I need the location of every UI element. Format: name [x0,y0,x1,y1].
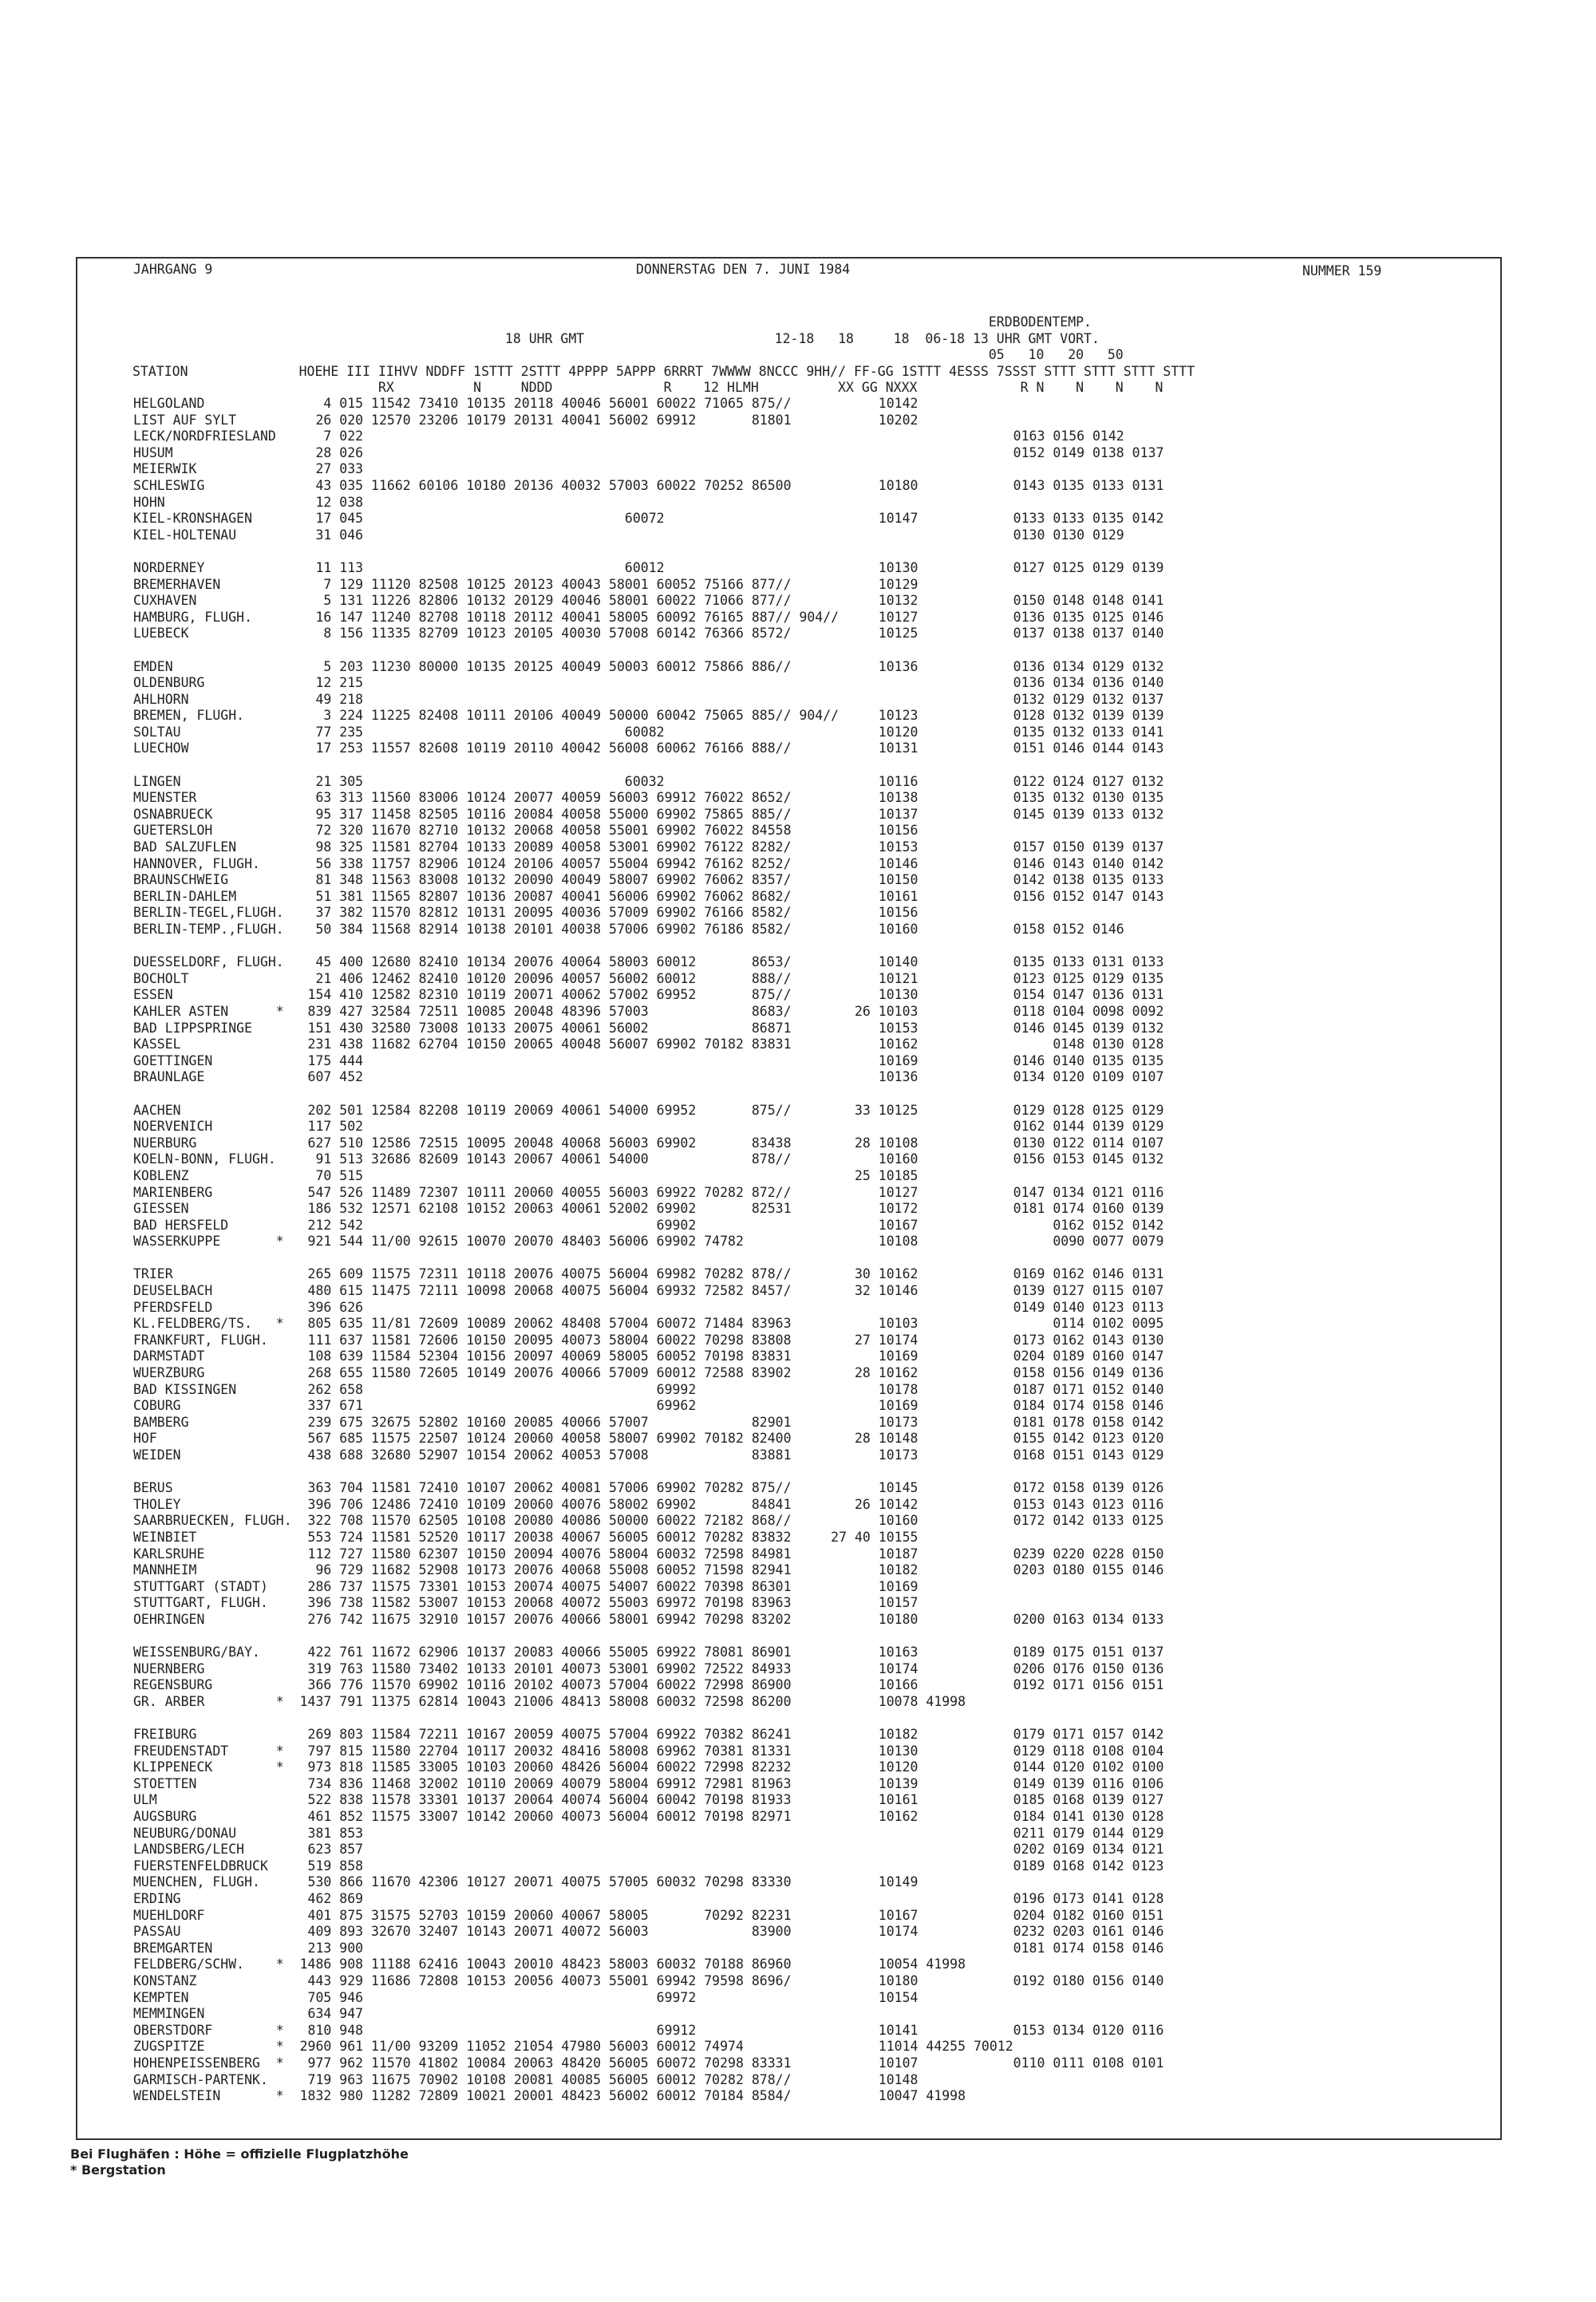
station-row: DEUSELBACH 480 615 11475 72111 10098 20068 40075 56004 69932 72582 8457/ 32 10146 0139 0127 0115 0107 [133,1283,1164,1299]
station-row: KOELN-BONN, FLUGH. 91 513 32686 82609 10143 20067 40061 54000 878// 10160 0156 0153 0145 0132 [133,1151,1164,1167]
station-row: FUERSTENFELDBRUCK 519 858 0189 0168 0142 0123 [133,1858,1164,1874]
station-row: WASSERKUPPE * 921 544 11/00 92615 10070 20070 48403 56006 69902 74782 10108 0090 0077 0079 [133,1234,1164,1250]
station-group [133,774,1490,938]
station-row: MANNHEIM 96 729 11682 52908 10173 20076 40068 55008 60052 71598 82941 10182 0203 0180 0155 0146 [133,1562,1164,1578]
column-header-line: 05 10 20 50 [132,347,1124,362]
station-row: ULM 522 838 11578 33301 10137 20064 40074 56004 60042 70198 81933 10161 0185 0168 0139 0127 [133,1792,1164,1808]
station-row: MUEHLDORF 401 875 31575 52703 10159 20060 40067 58005 70292 82231 10167 0204 0182 0160 0151 [133,1907,1164,1923]
station-row: HOHENPEISSENBERG * 977 962 11570 41802 10084 20063 48420 56005 60072 70298 83331 10107 0110 0111 0108 0101 [133,2055,1164,2071]
station-row: WEISSENBURG/BAY. 422 761 11672 62906 10137 20083 40066 55005 69922 78081 86901 10163 0189 0175 0151 0137 [133,1645,1164,1660]
station-row: BERLIN-TEGEL,FLUGH. 37 382 11570 82812 10131 20095 40036 57009 69902 76166 8582/ 10156 [133,905,918,921]
station-row: GIESSEN 186 532 12571 62108 10152 20063 40061 52002 69902 82531 10172 0181 0174 0160 0139 [133,1201,1164,1217]
column-header-line: STATION HOEHE III IIHVV NDDFF 1STTT 2STTT 4PPPP 5APPP 6RRRT 7WWWW 8NCCC 9HH// FF-GG 1STTT 4ESSS 7SSST STTT STTT STTT STTT [132,363,1195,379]
station-row: NORDERNEY 11 113 60012 10130 0127 0125 0129 0139 [133,559,1164,575]
station-row: TRIER 265 609 11575 72311 10118 20076 40075 56004 69982 70282 878// 30 10162 0169 0162 0146 0131 [133,1266,1164,1282]
station-row: SOLTAU 77 235 60082 10120 0135 0132 0133 0141 [133,724,1164,740]
station-row: MARIENBERG 547 526 11489 72307 10111 20060 40055 56003 69922 70282 872// 10127 0147 0134 0121 0116 [133,1184,1164,1200]
station-row: KIEL-HOLTENAU 31 046 0130 0130 0129 [133,527,1124,543]
column-header [132,314,1195,397]
station-row: HAMBURG, FLUGH. 16 147 11240 82708 10118 20112 40041 58005 60092 76165 887// 904// 10127 0136 0135 0125 0146 [133,609,1164,625]
station-row: OBERSTDORF * 810 948 69912 10141 0153 0134 0120 0116 [133,2022,1164,2038]
station-row: NOERVENICH 117 502 0162 0144 0139 0129 [133,1119,1164,1135]
station-row: HOHN 12 038 [133,494,364,510]
station-group [133,1645,1490,1710]
station-row: BERLIN-DAHLEM 51 381 11565 82807 10136 20087 40041 56006 69902 76062 8682/ 10161 0156 0152 0147 0143 [133,888,1164,904]
station-row: ESSEN 154 410 12582 82310 10119 20071 40062 57002 69952 875// 10130 0154 0147 0136 0131 [133,987,1164,1003]
station-row: FREIBURG 269 803 11584 72211 10167 20059 40075 57004 69922 70382 86241 10182 0179 0171 0157 0142 [133,1727,1164,1743]
station-row: KLIPPENECK * 973 818 11585 33005 10103 20060 48426 56004 60022 72998 82232 10120 0144 0120 0102 0100 [133,1759,1164,1775]
station-row: FELDBERG/SCHW. * 1486 908 11188 62416 10043 20010 48423 58003 60032 70188 86960 10054 41998 [133,1957,966,1972]
station-row: BAMBERG 239 675 32675 52802 10160 20085 40066 57007 82901 10173 0181 0178 0158 0142 [133,1414,1164,1430]
station-group [133,659,1490,758]
report-number: NUMMER 159 [1302,263,1382,278]
station-row: HANNOVER, FLUGH. 56 338 11757 82906 10124 20106 40057 55004 69942 76162 8252/ 10146 0146 0143 0140 0142 [133,855,1164,871]
station-row: LECK/NORDFRIESLAND 7 022 0163 0156 0142 [133,428,1124,444]
station-row: COBURG 337 671 69962 10169 0184 0174 0158 0146 [133,1398,1164,1414]
station-row: BAD KISSINGEN 262 658 69992 10178 0187 0171 0152 0140 [133,1381,1164,1397]
station-row: BOCHOLT 21 406 12462 82410 10120 20096 40057 56002 60012 888// 10121 0123 0125 0129 0135 [133,970,1164,986]
station-row: KOBLENZ 70 515 25 10185 [133,1167,918,1183]
station-row: HELGOLAND 4 015 11542 73410 10135 20118 40046 56001 60022 71065 875// 10142 [133,396,918,411]
station-row: ERDING 462 869 0196 0173 0141 0128 [133,1891,1164,1907]
station-row: THOLEY 396 706 12486 72410 10109 20060 40076 58002 69902 84841 26 10142 0153 0143 0123 0116 [133,1496,1164,1512]
station-row: NEUBURG/DONAU 381 853 0211 0179 0144 0129 [133,1825,1164,1841]
station-row: KL.FELDBERG/TS. * 805 635 11/81 72609 10089 20062 48408 57004 60072 71484 83963 10103 0114 0102 0095 [133,1316,1164,1332]
station-row: FRANKFURT, FLUGH. 111 637 11581 72606 10150 20095 40073 58004 60022 70298 83808 27 10174 0173 0162 0143 0130 [133,1332,1164,1348]
station-row: WENDELSTEIN * 1832 980 11282 72809 10021 20001 48423 56002 60012 70184 8584/ 10047 41998 [133,2088,966,2104]
station-group [133,560,1490,642]
footnotes [70,2146,409,2178]
station-row: GARMISCH-PARTENK. 719 963 11675 70902 10108 20081 40085 56005 60012 70282 878// 10148 [133,2071,918,2087]
station-row: FREUDENSTADT * 797 815 11580 22704 10117 20032 48416 58008 69962 70381 81331 10130 0129 0118 0108 0104 [133,1743,1164,1759]
station-row: EMDEN 5 203 11230 80000 10135 20125 40049 50003 60012 75866 886// 10136 0136 0134 0129 0132 [133,658,1164,674]
jahrgang-label: JAHRGANG 9 [133,262,213,277]
station-row: NUERNBERG 319 763 11580 73402 10133 20101 40073 53001 69902 72522 84933 10174 0206 0176 0150 0136 [133,1660,1164,1676]
weather-report-sheet [76,257,1502,2140]
station-row: BAD LIPPSPRINGE 151 430 32580 73008 10133 20075 40061 56002 86871 10153 0146 0145 0139 0132 [133,1020,1164,1036]
column-header-line: 18 UHR GMT 12-18 18 18 06-18 13 UHR GMT VORT. [132,330,1100,346]
station-row: AHLHORN 49 218 0132 0129 0132 0137 [133,691,1164,707]
station-row: PFERDSFELD 396 626 0149 0140 0123 0113 [133,1299,1164,1315]
station-row: BRAUNSCHWEIG 81 348 11563 83008 10132 20090 40049 58007 69902 76062 8357/ 10150 0142 0138 0135 0133 [133,872,1164,888]
station-row: BREMEN, FLUGH. 3 224 11225 82408 10111 20106 40049 50000 60042 75065 885// 904// 10123 0128 0132 0139 0139 [133,708,1164,724]
station-row: ZUGSPITZE * 2960 961 11/00 93209 11052 21054 47980 56003 60012 74974 11014 44255 70012 [133,2039,1013,2055]
station-row: STUTTGART, FLUGH. 396 738 11582 53007 10153 20068 40072 55003 69972 70198 83963 10157 [133,1595,918,1611]
station-row: BRAUNLAGE 607 452 10136 0134 0120 0109 0107 [133,1069,1164,1085]
station-group [133,396,1490,543]
station-row: KONSTANZ 443 929 11686 72808 10153 20056 40073 55001 69942 79598 8696/ 10180 0192 0180 0156 0140 [133,1973,1164,1988]
station-row: LUECHOW 17 253 11557 82608 10119 20110 40042 56008 60062 76166 888// 10131 0151 0146 0144 0143 [133,740,1164,756]
footnote-airport-elevation: Bei Flughäfen : Höhe = offizielle Flugplatzhöhe [70,2146,409,2162]
station-row: OEHRINGEN 276 742 11675 32910 10157 20076 40066 58001 69942 70298 83202 10180 0200 0163 0134 0133 [133,1611,1164,1627]
station-row: OLDENBURG 12 215 0136 0134 0136 0140 [133,675,1164,691]
station-row: DUESSELDORF, FLUGH. 45 400 12680 82410 10134 20076 40064 58003 60012 8653/ 10140 0135 0133 0131 0133 [133,954,1164,970]
station-row: MEMMINGEN 634 947 [133,2006,364,2022]
station-row: LANDSBERG/LECH 623 857 0202 0169 0134 0121 [133,1842,1164,1858]
station-row: STOETTEN 734 836 11468 32002 10110 20069 40079 58004 69912 72981 81963 10139 0149 0139 0116 0106 [133,1775,1164,1791]
station-row: LINGEN 21 305 60032 10116 0122 0124 0127 0132 [133,773,1164,789]
station-row: KASSEL 231 438 11682 62704 10150 20065 40048 56007 69902 70182 83831 10162 0148 0130 0128 [133,1036,1164,1052]
station-row: BREMGARTEN 213 900 0181 0174 0158 0146 [133,1940,1164,1956]
station-row: GR. ARBER * 1437 791 11375 62814 10043 21006 48413 58008 60032 72598 86200 10078 41998 [133,1693,966,1709]
station-row: WEIDEN 438 688 32680 52907 10154 20062 40053 57008 83881 10173 0168 0151 0143 0129 [133,1447,1164,1463]
station-group [133,1266,1490,1463]
station-row: GUETERSLOH 72 320 11670 82710 10132 20068 40058 55001 69902 76022 84558 10156 [133,823,918,839]
station-row: WEINBIET 553 724 11581 52520 10117 20038 40067 56005 60012 70282 83832 27 40 10155 [133,1529,918,1545]
station-row: KAHLER ASTEN * 839 427 32584 72511 10085 20048 48396 57003 8683/ 26 10103 0118 0104 0098 0092 [133,1003,1164,1019]
station-row: SCHLESWIG 43 035 11662 60106 10180 20136 40032 57003 60022 70252 86500 10180 0143 0135 0133 0131 [133,477,1164,493]
station-row: CUXHAVEN 5 131 11226 82806 10132 20129 40046 58001 60022 71066 877// 10132 0150 0148 0148 0141 [133,593,1164,609]
station-row: LUEBECK 8 156 11335 82709 10123 20105 40030 57008 60142 76366 8572/ 10125 0137 0138 0137 0140 [133,626,1164,642]
station-row: GOETTINGEN 175 444 10169 0146 0140 0135 0135 [133,1052,1164,1068]
station-row: KIEL-KRONSHAGEN 17 045 60072 10147 0133 0133 0135 0142 [133,511,1164,527]
station-row: HUSUM 28 026 0152 0149 0138 0137 [133,444,1164,460]
station-row: LIST AUF SYLT 26 020 12570 23206 10179 20131 40041 56002 69912 81801 10202 [133,412,918,428]
column-header-line: ERDBODENTEMP. [132,314,1092,330]
report-date: DONNERSTAG DEN 7. JUNI 1984 [636,262,851,277]
station-row: KARLSRUHE 112 727 11580 62307 10150 20094 40076 58004 60032 72598 84981 10187 0239 0220 0228 0150 [133,1546,1164,1562]
station-group [133,954,1490,1086]
station-row: OSNABRUECK 95 317 11458 82505 10116 20084 40058 55000 69902 75865 885// 10137 0145 0139 0133 0132 [133,806,1164,822]
station-row: MEIERWIK 27 033 [133,461,364,477]
station-row: MUENSTER 63 313 11560 83006 10124 20077 40059 56003 69912 76022 8652/ 10138 0135 0132 0130 0135 [133,790,1164,806]
station-row: BREMERHAVEN 7 129 11120 82508 10125 20123 40043 58001 60052 75166 877// 10129 [133,576,918,592]
station-row: BAD SALZUFLEN 98 325 11581 82704 10133 20089 40058 53001 69902 76122 8282/ 10153 0157 0150 0139 0137 [133,839,1164,855]
station-row: BERLIN-TEMP.,FLUGH. 50 384 11568 82914 10138 20101 40038 57006 69902 76186 8582/ 10160 0158 0152 0146 [133,922,1124,937]
station-row: STUTTGART (STADT) 286 737 11575 73301 10153 20074 40075 54007 60022 70398 86301 10169 [133,1578,918,1594]
station-row: AACHEN 202 501 12584 82208 10119 20069 40061 54000 69952 875// 33 10125 0129 0128 0125 0129 [133,1102,1164,1118]
station-group [133,1727,1490,2105]
station-row: MUENCHEN, FLUGH. 530 866 11670 42306 10127 20071 40075 57005 60032 70298 83330 10149 [133,1874,918,1890]
station-row: REGENSBURG 366 776 11570 69902 10116 20102 40073 57004 60022 72998 86900 10166 0192 0171 0156 0151 [133,1677,1164,1693]
station-row: SAARBRUECKEN, FLUGH. 322 708 11570 62505 10108 20080 40086 50000 60022 72182 868// 10160 0172 0142 0133 0125 [133,1513,1164,1529]
column-header-line: RX N NDDD R 12 HLMH XX GG NXXX R N N N N [132,380,1163,395]
station-table [133,396,1490,2121]
station-row: HOF 567 685 11575 22507 10124 20060 40058 58007 69902 70182 82400 28 10148 0155 0142 0123 0120 [133,1431,1164,1447]
station-row: KEMPTEN 705 946 69972 10154 [133,1989,918,2005]
station-row: BAD HERSFELD 212 542 69902 10167 0162 0152 0142 [133,1217,1164,1233]
station-row: DARMSTADT 108 639 11584 52304 10156 20097 40069 58005 60052 70198 83831 10169 0204 0189 0160 0147 [133,1348,1164,1364]
station-group [133,1480,1490,1628]
station-row: PASSAU 409 893 32670 32407 10143 20071 40072 56003 83900 10174 0232 0203 0161 0146 [133,1924,1164,1940]
station-group [133,1103,1490,1250]
station-row: AUGSBURG 461 852 11575 33007 10142 20060 40073 56004 60012 70198 82971 10162 0184 0141 0130 0128 [133,1809,1164,1825]
station-row: WUERZBURG 268 655 11580 72605 10149 20076 40066 57009 60012 72588 83902 28 10162 0158 0156 0149 0136 [133,1365,1164,1381]
station-row: BERUS 363 704 11581 72410 10107 20062 40081 57006 69902 70282 875// 10145 0172 0158 0139 0126 [133,1480,1164,1496]
station-row: NUERBURG 627 510 12586 72515 10095 20048 40068 56003 69902 83438 28 10108 0130 0122 0114 0107 [133,1135,1164,1151]
footnote-mountain-station: * Bergstation [70,2162,166,2178]
